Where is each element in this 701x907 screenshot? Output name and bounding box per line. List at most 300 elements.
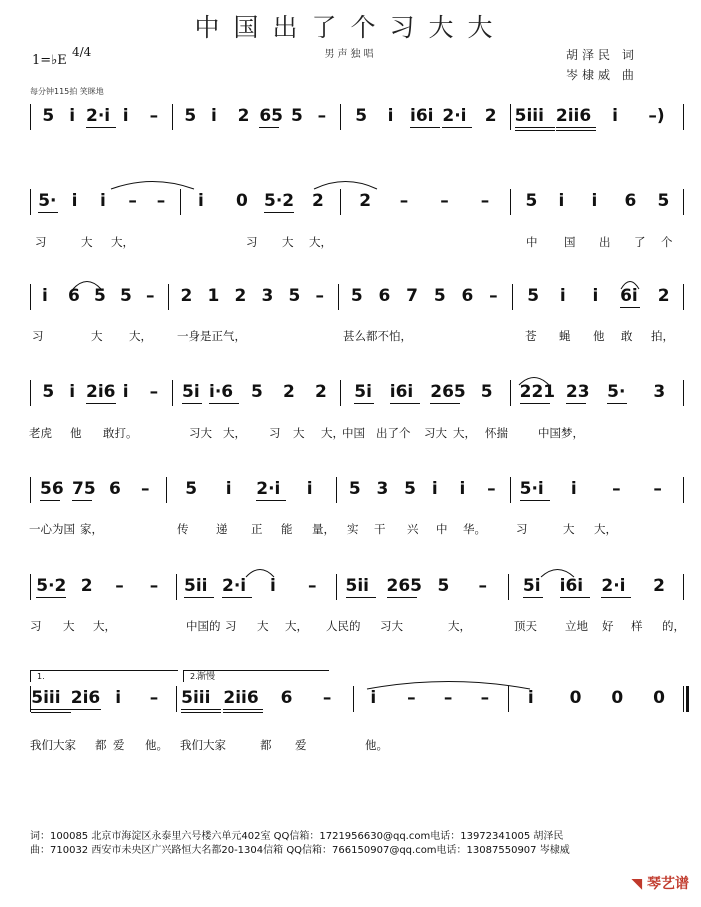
lyric-syllable: 立地 bbox=[565, 619, 588, 633]
note: 2 bbox=[315, 382, 327, 402]
barline bbox=[30, 477, 31, 503]
note: 5i bbox=[354, 382, 372, 402]
key-signature bbox=[32, 53, 67, 68]
lyric-syllable: 怀揣 bbox=[485, 426, 508, 440]
note: 5 bbox=[288, 286, 301, 306]
note: 1 bbox=[207, 286, 220, 306]
barline bbox=[340, 380, 341, 406]
note: – bbox=[480, 688, 490, 708]
beam-line bbox=[566, 403, 586, 404]
note: 5 bbox=[251, 382, 263, 402]
note: i bbox=[115, 688, 122, 708]
note: – bbox=[487, 479, 496, 499]
barline bbox=[683, 686, 684, 712]
volta-2-bracket-left bbox=[183, 670, 184, 682]
lyric-syllable: 大， bbox=[223, 426, 246, 440]
note: 5 bbox=[355, 106, 368, 126]
barline bbox=[166, 477, 167, 503]
note: 5 bbox=[348, 479, 361, 499]
note: – bbox=[440, 191, 449, 211]
note: i·6 bbox=[209, 382, 234, 402]
note: 2·i bbox=[256, 479, 281, 499]
beam-line bbox=[38, 212, 58, 213]
note: 221 bbox=[519, 382, 556, 402]
note: 5· bbox=[38, 191, 57, 211]
lyric-syllable: 苍 bbox=[525, 329, 537, 343]
lyric-syllable: 习 bbox=[269, 426, 281, 440]
beam-line bbox=[410, 127, 440, 128]
note: 5· bbox=[607, 382, 626, 402]
note: i bbox=[42, 286, 48, 306]
note: 2·i bbox=[442, 106, 467, 126]
note: – bbox=[128, 191, 137, 211]
final-barline bbox=[686, 686, 689, 712]
note: i bbox=[570, 479, 577, 499]
slur-arc bbox=[245, 564, 275, 578]
tie-arc bbox=[110, 176, 195, 190]
lyric-syllable: 我们大家 bbox=[30, 738, 76, 752]
slur-path bbox=[314, 182, 377, 190]
lyric-syllable: 甚么都不怕， bbox=[343, 329, 412, 343]
beam-line bbox=[390, 403, 420, 404]
note: i bbox=[71, 191, 78, 211]
note: – bbox=[612, 479, 621, 499]
note: i bbox=[558, 191, 565, 211]
lyric-syllable: 习大 bbox=[424, 426, 447, 440]
note: – bbox=[308, 576, 317, 596]
beam-line bbox=[520, 403, 550, 404]
beam-line bbox=[256, 500, 286, 501]
lyric-syllable: 我们大家 bbox=[180, 738, 226, 752]
volta-1-label: 1. bbox=[37, 672, 45, 681]
lyric-syllable: 习 bbox=[246, 235, 258, 249]
lyric-syllable: 一身是正气， bbox=[177, 329, 246, 343]
volta-1-bracket bbox=[30, 670, 178, 671]
note: 5 bbox=[404, 479, 416, 499]
note: –) bbox=[648, 106, 665, 126]
lyricist-contact: 词：100085 北京市海淀区永泰里六号楼六单元402室 QQ信箱：1721956630@qq.com电话：13972341005 胡泽民 bbox=[30, 831, 564, 842]
barline bbox=[30, 284, 31, 310]
song-subtitle: 男声独唱 bbox=[324, 49, 377, 60]
beam-line bbox=[259, 127, 279, 128]
barline bbox=[336, 574, 337, 600]
lyric-syllable: 习 bbox=[225, 619, 237, 633]
lyric-syllable: 他。 bbox=[365, 738, 388, 752]
lyric-syllable: 习大 bbox=[189, 426, 212, 440]
lyric-syllable: 他 bbox=[70, 426, 82, 440]
note: 2 bbox=[283, 382, 295, 402]
lyric-syllable: 拍， bbox=[651, 329, 674, 343]
beam-line-double bbox=[556, 130, 596, 131]
lyric-syllable: 量， bbox=[312, 522, 335, 536]
lyric-syllable: 个 bbox=[661, 235, 673, 249]
note: 3 bbox=[653, 382, 666, 402]
beam-line bbox=[184, 597, 214, 598]
lyric-syllable: 中 bbox=[526, 235, 538, 249]
note: – bbox=[653, 479, 662, 499]
beam-line bbox=[222, 597, 252, 598]
beam-line-double bbox=[181, 712, 221, 713]
note: i bbox=[122, 382, 129, 402]
lyric-syllable: 家， bbox=[80, 522, 103, 536]
barline bbox=[340, 189, 341, 215]
note: 5·2 bbox=[36, 576, 67, 596]
note: i bbox=[225, 479, 232, 499]
note: 5i bbox=[522, 576, 541, 596]
beam-line-double bbox=[31, 712, 71, 713]
song-title: 中国出了个习大大 bbox=[194, 13, 507, 42]
note: 5 bbox=[42, 106, 55, 126]
lyric-syllable: 大 bbox=[282, 235, 294, 249]
note: 6 bbox=[68, 286, 80, 306]
volta-2-label: 2. bbox=[190, 672, 198, 681]
lyric-syllable: 中 bbox=[436, 522, 448, 536]
slur-arc bbox=[540, 564, 575, 578]
note: – bbox=[317, 106, 327, 126]
lyric-syllable: 大 bbox=[63, 619, 75, 633]
beam-line bbox=[72, 500, 92, 501]
beam-line bbox=[40, 500, 60, 501]
slur-path bbox=[519, 378, 549, 386]
note: – bbox=[149, 688, 159, 708]
note: 5iii bbox=[31, 688, 61, 708]
tie-arc bbox=[313, 176, 378, 190]
note: – bbox=[315, 286, 324, 306]
composer-credit: 岑棣威 曲 bbox=[566, 68, 638, 82]
note: 5 bbox=[42, 382, 55, 402]
note: – bbox=[156, 191, 166, 211]
note: 5 bbox=[657, 191, 670, 211]
lyric-syllable: 大， bbox=[129, 329, 152, 343]
note: i bbox=[306, 479, 313, 499]
note: 5iii bbox=[514, 106, 544, 126]
note: 2 bbox=[80, 576, 93, 596]
lyric-syllable: 习 bbox=[35, 235, 47, 249]
lyric-syllable: 顶天 bbox=[514, 619, 537, 633]
note: – bbox=[115, 576, 124, 596]
note: – bbox=[149, 106, 159, 126]
lyric-syllable: 老虎 bbox=[29, 426, 52, 440]
note: i bbox=[69, 106, 76, 126]
lyric-syllable: 爱 bbox=[295, 738, 307, 752]
note: 56 bbox=[40, 479, 64, 499]
lyric-syllable: 蝇 bbox=[559, 329, 571, 343]
barline bbox=[172, 380, 173, 406]
composer-contact: 曲：710032 西安市未央区广兴路恒大名都20-1304信箱 QQ信箱：766150907@qq.com电话：13087550907 岑棣威 bbox=[30, 845, 570, 856]
lyric-syllable: 习 bbox=[32, 329, 44, 343]
barline bbox=[176, 686, 177, 712]
lyric-syllable: 中国 bbox=[342, 426, 365, 440]
lyric-syllable: 人民的 bbox=[326, 619, 361, 633]
lyric-syllable: 大 bbox=[91, 329, 103, 343]
note: 2 bbox=[237, 106, 250, 126]
note: 2·i bbox=[601, 576, 626, 596]
lyric-syllable: 大， bbox=[93, 619, 116, 633]
barline bbox=[512, 284, 513, 310]
barline bbox=[508, 574, 509, 600]
barline bbox=[180, 189, 181, 215]
note: 5 bbox=[437, 576, 450, 596]
beam-line bbox=[71, 709, 101, 710]
note: i6i bbox=[389, 382, 414, 402]
lyric-syllable: 中国梦， bbox=[538, 426, 584, 440]
note: 6 bbox=[378, 286, 391, 306]
note: – bbox=[480, 191, 490, 211]
beam-line bbox=[31, 709, 71, 710]
slur-path bbox=[73, 282, 101, 290]
lyric-syllable: 国 bbox=[564, 235, 576, 249]
note: 2 bbox=[234, 286, 247, 306]
note: – bbox=[146, 286, 155, 306]
time-signature-text: 4/4 bbox=[72, 45, 92, 59]
beam-line bbox=[515, 127, 555, 128]
lyric-syllable: 出了个 bbox=[376, 426, 411, 440]
note: i bbox=[122, 106, 129, 126]
note: – bbox=[478, 576, 487, 596]
note: i bbox=[527, 688, 534, 708]
slur-arc bbox=[366, 676, 531, 690]
lyric-syllable: 习大 bbox=[380, 619, 403, 633]
barline bbox=[683, 284, 684, 310]
note: 6 bbox=[109, 479, 121, 499]
beam-line bbox=[607, 403, 627, 404]
note: 2i6 bbox=[86, 382, 116, 402]
note: 5 bbox=[350, 286, 363, 306]
lyric-syllable: 华。 bbox=[463, 522, 486, 536]
note: 2·i bbox=[222, 576, 247, 596]
note: 5·i bbox=[519, 479, 544, 499]
note: i bbox=[198, 191, 204, 211]
note: – bbox=[443, 688, 453, 708]
lyric-syllable: 他 bbox=[593, 329, 605, 343]
note: 5 bbox=[291, 106, 303, 126]
slur-arc bbox=[620, 276, 640, 290]
note: 6 bbox=[280, 688, 293, 708]
note: 5ii bbox=[345, 576, 369, 596]
beam-line bbox=[442, 127, 472, 128]
note: 23 bbox=[565, 382, 590, 402]
note: 75 bbox=[72, 479, 96, 499]
logo-icon: ◥ bbox=[631, 876, 647, 892]
logo-text: 琴艺谱 bbox=[647, 876, 689, 892]
barline bbox=[510, 189, 511, 215]
lyric-syllable: 递 bbox=[216, 522, 228, 536]
beam-line bbox=[36, 597, 66, 598]
lyric-syllable: 实 bbox=[347, 522, 359, 536]
lyric-syllable: 大， bbox=[111, 235, 134, 249]
beam-line bbox=[354, 403, 374, 404]
barline bbox=[168, 284, 169, 310]
beam-line bbox=[523, 597, 543, 598]
beam-line bbox=[182, 403, 202, 404]
lyric-syllable: 大 bbox=[257, 619, 269, 633]
beam-line-double bbox=[223, 712, 263, 713]
note: i bbox=[612, 106, 618, 126]
barline bbox=[683, 574, 684, 600]
note: i bbox=[459, 479, 466, 499]
note: 3 bbox=[261, 286, 274, 306]
note: – bbox=[407, 688, 416, 708]
lyric-syllable: 干 bbox=[374, 522, 386, 536]
barline bbox=[172, 104, 173, 130]
slur-path bbox=[367, 682, 530, 690]
barline bbox=[336, 477, 337, 503]
note: 5 bbox=[120, 286, 132, 306]
site-logo bbox=[631, 873, 689, 893]
beam-line bbox=[387, 597, 417, 598]
note: 2 bbox=[657, 286, 670, 306]
note: – bbox=[141, 479, 150, 499]
beam-line bbox=[86, 403, 116, 404]
note: 0 bbox=[611, 688, 624, 708]
note: 5 bbox=[480, 382, 493, 402]
lyric-syllable: 好 bbox=[602, 619, 614, 633]
lyric-syllable: 大， bbox=[321, 426, 344, 440]
lyric-syllable: 正 bbox=[251, 522, 263, 536]
beam-line bbox=[560, 597, 590, 598]
slur-path bbox=[621, 282, 639, 290]
volta-2-bracket bbox=[183, 670, 329, 671]
note: i bbox=[431, 479, 438, 499]
note: 5 bbox=[527, 286, 540, 306]
barline bbox=[30, 104, 31, 130]
beam-line bbox=[86, 127, 116, 128]
lyric-syllable: 大， bbox=[453, 426, 476, 440]
lyric-syllable: 大 bbox=[293, 426, 305, 440]
lyricist-credit: 胡泽民 词 bbox=[566, 48, 638, 62]
lyric-syllable: 敢 bbox=[621, 329, 633, 343]
note: i bbox=[387, 106, 394, 126]
key-text: 1=♭E bbox=[32, 53, 67, 68]
note: 5·2 bbox=[264, 191, 295, 211]
lyric-syllable: 大， bbox=[448, 619, 471, 633]
beam-line bbox=[264, 212, 294, 213]
note: 5 bbox=[94, 286, 106, 306]
beam-line bbox=[209, 403, 239, 404]
note: i bbox=[592, 286, 599, 306]
note: i6i bbox=[410, 106, 434, 126]
volta-2-rit: 渐慢 bbox=[197, 672, 216, 682]
lyric-syllable: 样 bbox=[631, 619, 643, 633]
time-signature bbox=[72, 46, 91, 58]
note: – bbox=[399, 191, 409, 211]
barline bbox=[683, 104, 684, 130]
note: 5iii bbox=[181, 688, 211, 708]
lyric-syllable: 敢打。 bbox=[103, 426, 138, 440]
barline bbox=[683, 189, 684, 215]
beam-line bbox=[520, 500, 550, 501]
lyric-syllable: 大 bbox=[563, 522, 575, 536]
beam-line bbox=[181, 709, 221, 710]
note: 265 bbox=[386, 576, 422, 596]
slur-path bbox=[541, 570, 574, 578]
slur-arc bbox=[72, 276, 102, 290]
barline bbox=[30, 189, 31, 215]
note: 2ii6 bbox=[555, 106, 592, 126]
lyric-syllable: 一心为国 bbox=[29, 522, 75, 536]
lyric-syllable: 传 bbox=[177, 522, 189, 536]
slur-arc bbox=[518, 372, 550, 386]
barline bbox=[353, 686, 354, 712]
note: – bbox=[149, 382, 159, 402]
note: 2 bbox=[312, 191, 324, 211]
note: 6 bbox=[624, 191, 637, 211]
note: i bbox=[270, 576, 276, 596]
note: i bbox=[559, 286, 566, 306]
note: 0 bbox=[653, 688, 665, 708]
beam-line bbox=[223, 709, 263, 710]
lyric-syllable: 习 bbox=[30, 619, 42, 633]
lyric-syllable: 他。 bbox=[145, 738, 168, 752]
note: i bbox=[211, 106, 217, 126]
note: 2ii6 bbox=[223, 688, 259, 708]
barline bbox=[510, 104, 511, 130]
barline bbox=[338, 284, 339, 310]
lyric-syllable: 大， bbox=[594, 522, 617, 536]
barline bbox=[30, 380, 31, 406]
barline bbox=[176, 574, 177, 600]
note: 5 bbox=[184, 106, 197, 126]
note: 7 bbox=[406, 286, 418, 306]
note: i bbox=[100, 191, 106, 211]
lyric-syllable: 大， bbox=[285, 619, 308, 633]
barline bbox=[30, 574, 31, 600]
lyric-syllable: 大， bbox=[309, 235, 332, 249]
note: – bbox=[322, 688, 332, 708]
note: 65 bbox=[259, 106, 283, 126]
note: 2 bbox=[653, 576, 665, 596]
barline bbox=[340, 104, 341, 130]
tempo-marking: 每分钟115拍 笑眯地 bbox=[30, 87, 104, 96]
slur-path bbox=[246, 570, 274, 578]
beam-line bbox=[556, 127, 596, 128]
barline bbox=[510, 380, 511, 406]
note: 2i6 bbox=[70, 688, 101, 708]
lyric-syllable: 都 bbox=[260, 738, 272, 752]
note: i6i bbox=[559, 576, 584, 596]
beam-line bbox=[620, 307, 640, 308]
lyric-syllable: 了 bbox=[634, 235, 646, 249]
note: – bbox=[149, 576, 159, 596]
note: 6i bbox=[620, 286, 638, 306]
lyric-syllable: 能 bbox=[281, 522, 293, 536]
lyric-syllable: 兴 bbox=[407, 522, 419, 536]
beam-line-double bbox=[515, 130, 555, 131]
note: 0 bbox=[236, 191, 248, 211]
note: 3 bbox=[376, 479, 389, 499]
slur-path bbox=[111, 182, 194, 190]
beam-line bbox=[601, 597, 631, 598]
barline bbox=[510, 477, 511, 503]
beam-line bbox=[346, 597, 376, 598]
note: 2 bbox=[359, 191, 372, 211]
volta-1-bracket-left bbox=[30, 670, 31, 682]
note: 6 bbox=[461, 286, 474, 306]
lyric-syllable: 大 bbox=[81, 235, 93, 249]
note: i bbox=[69, 382, 76, 402]
lyric-syllable: 爱 bbox=[113, 738, 125, 752]
note: 5 bbox=[433, 286, 446, 306]
barline bbox=[683, 380, 684, 406]
note: 2 bbox=[484, 106, 497, 126]
lyric-syllable: 中国的 bbox=[186, 619, 221, 633]
note: i bbox=[370, 688, 377, 708]
note: – bbox=[489, 286, 498, 306]
barline bbox=[683, 477, 684, 503]
lyric-syllable: 习 bbox=[516, 522, 528, 536]
note: 5 bbox=[185, 479, 198, 499]
lyric-syllable: 出 bbox=[599, 235, 611, 249]
